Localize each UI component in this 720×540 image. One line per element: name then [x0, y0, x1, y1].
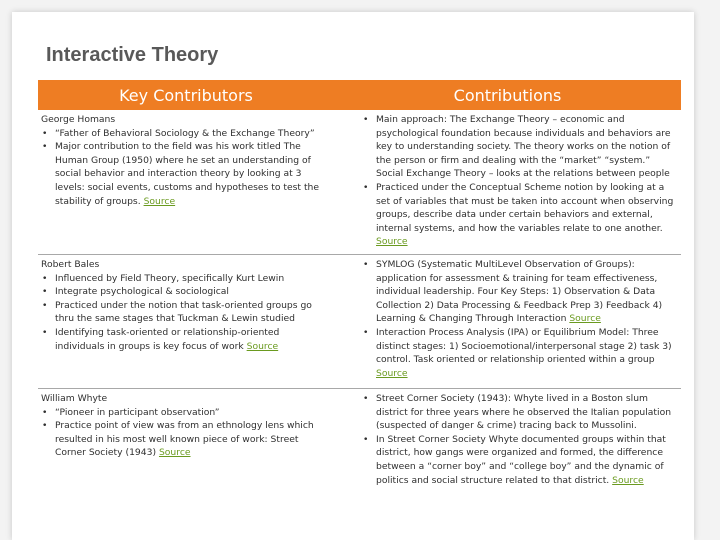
contributor-points [41, 272, 331, 354]
source-link[interactable]: Source [569, 313, 601, 325]
list-item: • Street Corner Society (1943): Whyte lived in a Boston slum district for three years where he observed the Italian population (suspected of danger & crime) tracing back to Mussolini. [362, 392, 678, 433]
list-item: • Practice point of view was from an ethnology lens which resulted in his most well known piece of work: Street Corner Society (1943) Source [41, 419, 331, 460]
source-link[interactable]: Source [612, 474, 644, 486]
list-item: • SYMLOG (Systematic MultiLevel Observation of Groups): application for assessment & training for team effectiveness, individual leadership. Four Key Steps: 1) Observation & Data Collection 2) Data Processing & Feedback Prep 3) Feedback 4) Learning & Changing Through Interaction Source [362, 258, 678, 326]
list-item: • Main approach: The Exchange Theory – economic and psychological foundation because individuals and behaviors are key to understanding society. The theory works on the notion of the person or firm and dealing with the “market” “system.” Social Exchange Theory – looks at the relations between people [362, 113, 678, 181]
page-title: Interactive Theory [46, 44, 219, 66]
contributor-cell [38, 254, 334, 388]
contribution-points [362, 392, 678, 487]
header-key-contributors: Key Contributors [38, 80, 334, 110]
contribution-points [362, 258, 678, 380]
contribution-points [362, 113, 678, 249]
contributor-name: George Homans [41, 114, 116, 125]
list-item: • In Street Corner Society Whyte documented groups within that district, how gangs were organized and formed, the difference between a “corner boy” and “college boy” and the dynamic of politics and social structure related to that district. Source [362, 433, 678, 487]
table-row [38, 388, 681, 492]
contributions-cell [334, 388, 681, 492]
list-item: • Identifying task-oriented or relationship-oriented individuals in groups is key focus of work Source [41, 326, 331, 353]
contributor-cell [38, 110, 334, 254]
source-link[interactable]: Source [158, 447, 191, 459]
source-link[interactable]: Source [376, 236, 408, 248]
list-item: • Interaction Process Analysis (IPA) or Equilibrium Model: Three distinct stages: 1) Socioemotional/interpersonal stage 2) task 3) control. Task oriented or relationship oriented within a group Source [362, 326, 678, 380]
contributor-points [41, 127, 331, 209]
source-link[interactable]: Source [143, 195, 176, 207]
source-link[interactable]: Source [376, 367, 408, 379]
list-item: • “Pioneer in participant observation” [41, 406, 331, 420]
contributor-name: William Whyte [41, 392, 108, 404]
list-item: • Major contribution to the field was his work titled The Human Group (1950) where he set an understanding of social behavior and interaction theory by looking at 3 levels: social events, customs and hypotheses to test the stability of groups. Source [41, 140, 331, 208]
source-link[interactable]: Source [246, 340, 279, 352]
table-row [38, 254, 681, 388]
list-item: • Practiced under the Conceptual Scheme notion by looking at a set of variables that must be taken into account when observing groups, describe data under certain behaviors and external, internal systems, and how the variables relate to one another. Source [362, 181, 678, 249]
contributors-table [38, 80, 681, 492]
contributor-cell [38, 388, 334, 492]
contributions-cell [334, 110, 681, 254]
list-item: • Practiced under the notion that task-oriented groups go thru the same stages that Tuckman & Lewin studied [41, 299, 331, 326]
list-item: • Influenced by Field Theory, specifically Kurt Lewin [41, 272, 331, 286]
contributor-name: Robert Bales [41, 258, 100, 270]
list-item: • Integrate psychological & sociological [41, 285, 331, 299]
contributor-points [41, 406, 331, 460]
header-contributions: Contributions [334, 80, 681, 110]
table-row [38, 110, 681, 254]
table-header-row [38, 80, 681, 110]
contributions-cell [334, 254, 681, 388]
list-item: • “Father of Behavioral Sociology & the Exchange Theory” [41, 127, 331, 141]
